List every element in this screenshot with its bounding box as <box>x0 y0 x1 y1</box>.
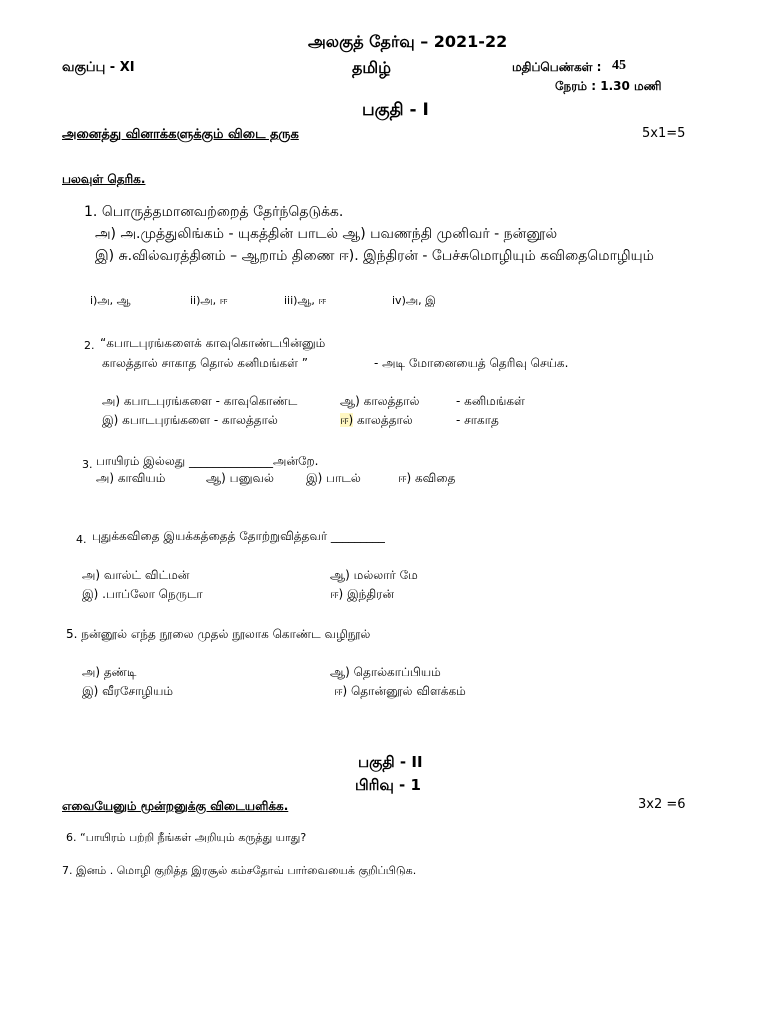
question-4-number: 4. <box>76 533 87 546</box>
q2-instruction: - அடி மோனையைத் தெரிவு செய்க. <box>374 356 569 370</box>
q1-match-row-2: இ) சு.வில்வரத்தினம் – ஆறாம் திணை ஈ). இந்திரன் - பேச்சுமொழியும் கவிதைமொழியும் <box>95 248 654 264</box>
q1-option-iii: iii)ஆ, ஈ <box>284 294 327 307</box>
question-text: நன்னூல் எந்த நூலை முதல் நூலாக கொண்ட வழிநூல் <box>81 627 371 641</box>
part2-marks: 3x2 =6 <box>638 797 686 812</box>
q2-option-b: ஆ) காலத்தால் <box>340 394 420 408</box>
q2-option-d-text: காலத்தால் <box>356 413 413 427</box>
subject-title: தமிழ் <box>352 58 392 77</box>
q1-option-iv: iv)அ, இ <box>392 294 436 307</box>
q2-option-b-end: - கனிமங்கள் <box>456 394 525 408</box>
question-number: 1. <box>84 204 98 220</box>
q4-text: புதுக்கவிதை இயக்கத்தைத் தோற்றுவித்தவர் _________ <box>92 529 385 543</box>
part1-sub-heading: பலவுள் தெரிக. <box>62 172 146 186</box>
part2-heading: பகுதி - II <box>358 753 423 771</box>
question-text: “பாயிரம் பற்றி நீங்கள் அறியும் கருத்து யாது? <box>80 831 307 844</box>
q5-option-d: ஈ) தொன்னூல் விளக்கம் <box>334 684 466 698</box>
q2-option-d <box>340 413 413 427</box>
q5-option-b: ஆ) தொல்காப்பியம் <box>330 665 441 679</box>
q1-match-row-1: அ) அ.முத்துலிங்கம் - யுகத்தின் பாடல் ஆ) பவணந்தி முனிவர் - நன்னூல் <box>95 226 558 242</box>
q2-line-2: காலத்தால் சாகாத தொல் கனிமங்கள் ” <box>102 356 309 370</box>
question-3-number: 3. <box>82 458 93 471</box>
q3-option-a: அ) காவியம் <box>96 471 166 485</box>
question-5 <box>66 627 370 641</box>
part1-marks: 5x1=5 <box>642 126 686 141</box>
q4-option-d: ஈ) இந்திரன் <box>330 587 394 601</box>
q5-option-a: அ) தண்டி <box>82 665 137 679</box>
part2-sub-heading: பிரிவு - 1 <box>355 776 421 794</box>
q3-option-c: இ) பாடல் <box>306 471 361 485</box>
q2-line-1: “கபாடபுரங்களைக் காவுகொண்டபின்னும் <box>100 336 326 350</box>
q1-option-i: i)அ, ஆ <box>90 294 131 307</box>
q4-option-c: இ) .பாப்லோ நெருடா <box>82 587 203 601</box>
q2-option-c: இ) கபாடபுரங்களை - காலத்தால் <box>102 413 278 427</box>
exam-title: அலகுத் தேர்வு – 2021-22 <box>308 32 508 51</box>
question-number: 5. <box>66 627 78 641</box>
marks-label: மதிப்பெண்கள் : <box>512 60 602 74</box>
q1-option-ii: ii)அ, ஈ <box>190 294 228 307</box>
part1-instruction: அனைத்து வினாக்களுக்கும் விடை தருக <box>62 127 299 142</box>
part1-heading: பகுதி - I <box>362 100 429 120</box>
q2-option-d-marker: ஈ) <box>340 413 354 427</box>
q2-option-a: அ) கபாடபுரங்களை - காவுகொண்ட <box>102 394 298 408</box>
question-2-number: 2. <box>84 339 95 352</box>
time-label: நேரம் : 1.30 மணி <box>555 79 662 93</box>
question-7 <box>62 864 416 877</box>
q4-option-a: அ) வால்ட் விட்மன் <box>82 568 190 582</box>
question-number: 6. <box>66 831 77 844</box>
marks-value: 45 <box>612 58 626 73</box>
q5-option-c: இ) வீரசோழியம் <box>82 684 174 698</box>
q3-text: பாயிரம் இல்லது ______________அன்றே. <box>96 454 319 468</box>
question-text: பொருத்தமானவற்றைத் தேர்ந்தெடுக்க. <box>101 204 344 220</box>
q2-option-d-end: - சாகாத <box>456 413 499 427</box>
question-1 <box>84 204 343 221</box>
class-label: வகுப்பு - XI <box>62 60 135 75</box>
question-text: இனம் . மொழி குறித்த இரசூல் கம்சதோவ் பார்வையைக் குறிப்பிடுக. <box>76 864 417 877</box>
question-number: 7. <box>62 864 73 877</box>
q3-option-b: ஆ) பனுவல் <box>206 471 274 485</box>
question-6 <box>66 831 306 844</box>
part2-instruction: எவையேனும் மூன்றனுக்கு விடையளிக்க. <box>62 799 289 813</box>
q3-option-d: ஈ) கவிதை <box>398 471 456 485</box>
q4-option-b: ஆ) மல்லார் மே <box>330 568 418 582</box>
